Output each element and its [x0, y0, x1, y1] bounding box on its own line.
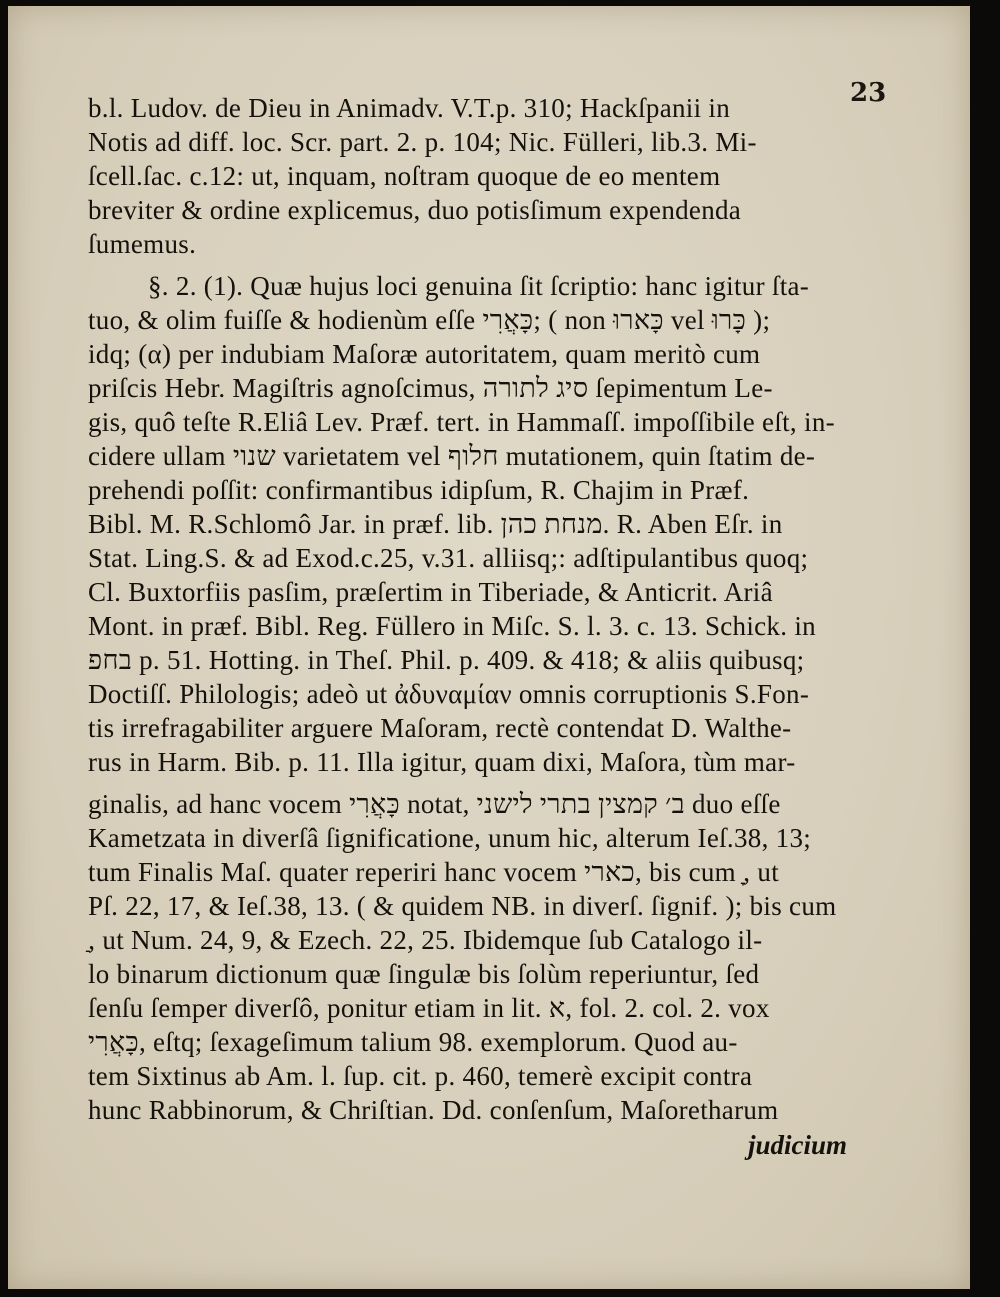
text-line: tum Finalis Maſ. quater reperiri hanc vocem כארי, bis cum ָ, ut — [88, 857, 780, 887]
text-line: כָּאֲרִי, eſtq; ſexageſimum talium 98. exemplorum. Quod au- — [88, 1027, 738, 1057]
text-line: Cl. Buxtorfiis pasſim, præſertim in Tiberiade, & Anticrit. Ariâ — [88, 577, 773, 607]
text-line: prehendi poſſit: confirmantibus idipſum, R. Chajim in Præf. — [88, 475, 750, 505]
text-line: tuo, & olim fuiſſe & hodienùm eſſe כָּאֲרִי; ( non כָּארוּ vel כָּרוּ ); — [88, 305, 771, 335]
text-line: Doctiſſ. Philologis; adeò ut ἀδυναμίαν omnis corruptionis S.Fon- — [88, 679, 810, 709]
text-line: tem Sixtinus ab Am. l. ſup. cit. p. 460, temerè excipit contra — [88, 1061, 753, 1091]
text-line: tis irrefragabiliter arguere Maſoram, rectè contendat D. Walthe- — [88, 713, 792, 743]
text-line: ſenſu ſemper diverſô, ponitur etiam in lit. א, fol. 2. col. 2. vox — [88, 993, 770, 1023]
text-line: b.l. Ludov. de Dieu in Animadv. V.T.p. 310; Hackſpanii in — [88, 93, 731, 123]
book-page — [8, 6, 970, 1289]
text-line: ſumemus. — [88, 229, 197, 259]
text-line: Mont. in præf. Bibl. Reg. Füllero in Miſc. S. l. 3. c. 13. Schick. in — [88, 611, 816, 641]
text-line: בחפ p. 51. Hotting. in Theſ. Phil. p. 409. & 418; & aliis quibusq; — [88, 645, 805, 675]
text-line: breviter & ordine explicemus, duo potisſimum expendenda — [88, 195, 742, 225]
text-line: Stat. Ling.S. & ad Exod.c.25, v.31. alliisq;: adſtipulantibus quoq; — [88, 543, 809, 573]
text-line: Bibl. M. R.Schlomô Jar. in præf. lib. מנחת כהן. R. Aben Eſr. in — [88, 509, 783, 539]
text-line: ַ, ut Num. 24, 9, & Ezech. 22, 25. Ibidemque ſub Catalogo il- — [88, 925, 763, 955]
text-line: ſcell.ſac. c.12: ut, inquam, noſtram quoque de eo mentem — [88, 161, 721, 191]
text-line: rus in Harm. Bib. p. 11. Illa igitur, quam dixi, Maſora, tùm mar- — [88, 747, 796, 777]
text-line: idq; (α) per indubiam Maſoræ autoritatem, quam meritò cum — [88, 339, 761, 369]
text-line: Notis ad diff. loc. Scr. part. 2. p. 104; Nic. Fülleri, lib.3. Mi- — [88, 127, 757, 157]
text-line: Kametzata in diverſâ ſignificatione, unum hic, alterum Ieſ.38, 13; — [88, 823, 812, 853]
text-line: ginalis, ad hanc vocem כָּאֲרִי notat, ב׳ קמצין בתרי לישני duo eſſe — [88, 789, 781, 819]
text-line: §. 2. (1). Quæ hujus loci genuina ſit ſcriptio: hanc igitur ſta- — [148, 271, 810, 301]
text-line: priſcis Hebr. Magiſtris agnoſcimus, סיג לתורה ſepimentum Le- — [88, 373, 773, 403]
catchword: judicium — [748, 1130, 848, 1160]
text-line: lo binarum dictionum quæ ſingulæ bis ſolùm reperiuntur, ſed — [88, 959, 760, 989]
text-line: hunc Rabbinorum, & Chriſtian. Dd. conſenſum, Maſoretharum — [88, 1095, 779, 1125]
text-line: gis, quô teſte R.Eliâ Lev. Præf. tert. in Hammaſſ. impoſſibile eſt, in- — [88, 407, 835, 437]
text-line: cidere ullam שנוי varietatem vel חלוף mutationem, quin ſtatim de- — [88, 441, 816, 471]
page-number: 23 — [850, 78, 887, 108]
text-line: Pſ. 22, 17, & Ieſ.38, 13. ( & quidem NB. in diverſ. ſignif. ); bis cum — [88, 891, 837, 921]
